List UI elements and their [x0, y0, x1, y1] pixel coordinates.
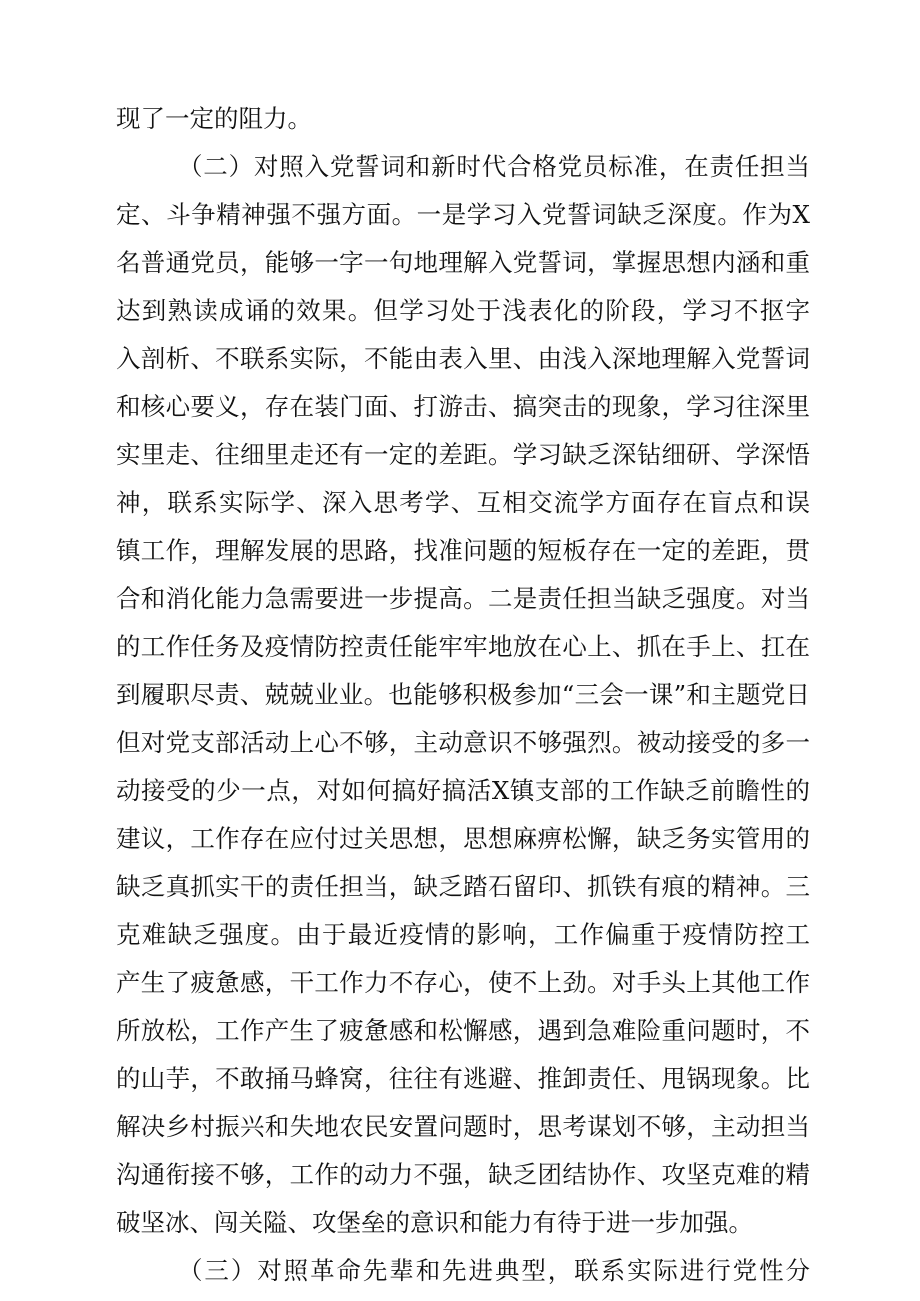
paragraph-line: 的山芋，不敢捅马蜂窝，往往有逃避、推卸责任、甩锅现象。比: [116, 1064, 810, 1093]
paragraph-line: 定、斗争精神强不强方面。一是学习入党誓词缺乏深度。作为X: [116, 200, 810, 229]
paragraph-line: 入剖析、不联系实际，不能由表入里、由浅入深地理解入党誓词: [116, 344, 810, 373]
paragraph-line: 实里走、往细里走还有一定的差距。学习缺乏深钻细研、学深悟: [116, 440, 810, 469]
paragraph-line: 缺乏真抓实干的责任担当，缺乏踏石留印、抓铁有痕的精神。三: [116, 872, 810, 901]
paragraph-line: 产生了疲惫感，干工作力不存心，使不上劲。对手头上其他工作: [116, 968, 810, 997]
paragraph-line: 克难缺乏强度。由于最近疫情的影响，工作偏重于疫情防控工: [116, 920, 810, 949]
paragraph-line: 解决乡村振兴和失地农民安置问题时，思考谋划不够，主动担当: [116, 1112, 810, 1141]
paragraph-line: 镇工作，理解发展的思路，找准问题的短板存在一定的差距，贯: [116, 536, 810, 565]
paragraph-line: 和核心要义，存在装门面、打游击、搞突击的现象，学习往深里: [116, 392, 810, 421]
paragraph-line: 神，联系实际学、深入思考学、互相交流学方面存在盲点和误: [116, 488, 810, 517]
paragraph-line: 动接受的少一点，对如何搞好搞活X镇支部的工作缺乏前瞻性的: [116, 776, 810, 805]
paragraph-line: 合和消化能力急需要进一步提高。二是责任担当缺乏强度。对当: [116, 584, 810, 613]
paragraph-line: 现了一定的阻力。: [116, 104, 312, 133]
paragraph-line: 到履职尽责、兢兢业业。也能够积极参加“三会一课”和主题党日: [116, 680, 810, 709]
paragraph-line: 建议，工作存在应付过关思想，思想麻痹松懈，缺乏务实管用的: [116, 824, 810, 853]
paragraph-line: 所放松，工作产生了疲惫感和松懈感，遇到急难险重问题时，不: [116, 1016, 810, 1045]
paragraph-line: 但对党支部活动上心不够，主动意识不够强烈。被动接受的多一: [116, 728, 810, 757]
paragraph-line: （三）对照革命先辈和先进典型，联系实际进行党性分: [178, 1256, 810, 1285]
paragraph-line: 破坚冰、闯关隘、攻堡垒的意识和能力有待于进一步加强。: [116, 1208, 753, 1237]
paragraph-line: 达到熟读成诵的效果。但学习处于浅表化的阶段，学习不抠字: [116, 296, 810, 325]
paragraph-line: 沟通衔接不够，工作的动力不强，缺乏团结协作、攻坚克难的精: [116, 1160, 810, 1189]
paragraph-line: 的工作任务及疫情防控责任能牢牢地放在心上、抓在手上、扛在: [116, 632, 810, 661]
paragraph-line: 名普通党员，能够一字一句地理解入党誓词，掌握思想内涵和重: [116, 248, 810, 277]
paragraph-line: （二）对照入党誓词和新时代合格党员标准，在责任担当: [178, 152, 810, 181]
